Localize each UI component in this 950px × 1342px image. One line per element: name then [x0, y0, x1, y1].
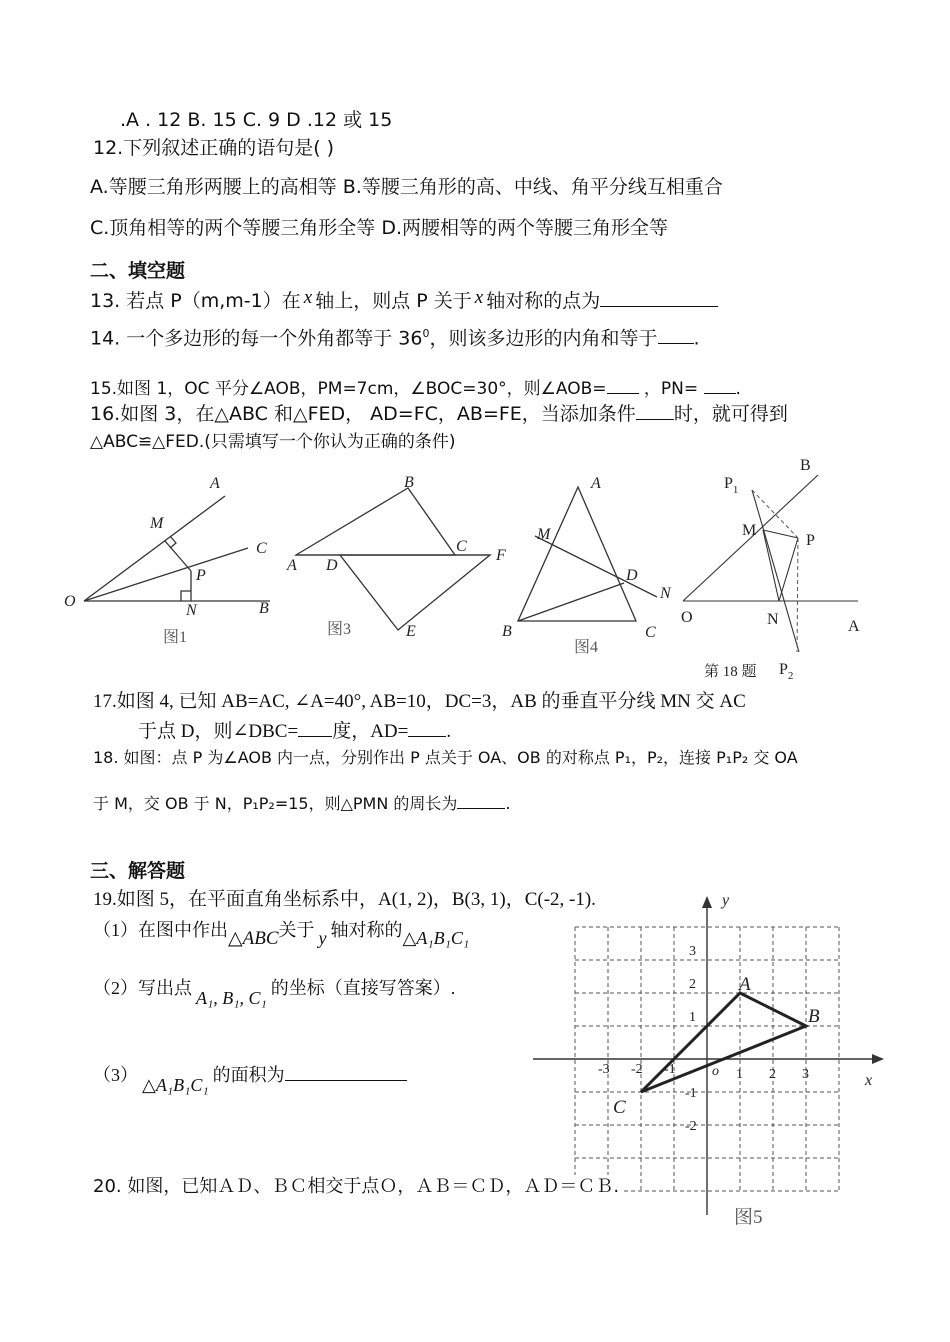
fig5-origin-label: o — [712, 1064, 719, 1079]
fig5-xtick-label: -1 — [664, 1062, 676, 1077]
fig4-label-D: D — [626, 567, 638, 584]
fig3-label-F: F — [496, 547, 506, 564]
fig5-xtick-label: 2 — [769, 1067, 776, 1082]
q12-options-row2: C.顶角相等的两个等腰三角形全等 D.两腰相等的两个等腰三角形全等 — [90, 217, 669, 239]
fig3-label-C: C — [456, 538, 467, 555]
fig18-label-O: O — [681, 609, 693, 626]
fig5-label-B: B — [808, 1006, 820, 1027]
fig1-caption: 图1 — [163, 629, 188, 646]
fig5-ytick-label: 2 — [689, 977, 696, 992]
fig5-ytick-label: -1 — [685, 1086, 697, 1101]
fig18-caption: 第 18 题 — [704, 664, 757, 680]
fig1-label-B: B — [259, 600, 269, 617]
fig3-label-D: D — [326, 557, 338, 574]
fig5-xtick-label: -2 — [631, 1062, 643, 1077]
q18-line2: 于 M，交 OB 于 N，P₁P₂=15，则△PMN 的周长为 . — [93, 790, 511, 816]
q16-line2: △ABC≌△FED.(只需填写一个你认为正确的条件) — [90, 432, 456, 452]
fig5-y-label: y — [722, 892, 730, 909]
fig5-x-arrow — [872, 1054, 884, 1064]
fig3-label-E: E — [406, 623, 416, 640]
fig18-label-P: P — [806, 532, 815, 549]
section2-title: 二、填空题 — [90, 260, 186, 282]
fig5-label-A: A — [739, 974, 751, 995]
fig1-label-N: N — [186, 602, 197, 619]
fig5-triangle-ABC — [641, 993, 806, 1092]
fig18-label-N: N — [767, 611, 779, 628]
fig18-label-M: M — [742, 522, 757, 539]
fig5-xtick-label: 1 — [736, 1067, 743, 1082]
fig1-label-A: A — [210, 475, 220, 492]
fig5-label-C: C — [613, 1097, 626, 1118]
fig3-label-B: B — [404, 474, 414, 491]
fig1-label-O: O — [64, 593, 76, 610]
q17-line1: 17.如图 4, 已知 AB=AC, ∠A=40°, AB=10，DC=3，AB 的垂直平分线 MN 交 AC — [93, 691, 746, 712]
fig5-caption: 图5 — [734, 1207, 763, 1228]
q17-line2: 于点 D，则∠DBC= 度，AD= . — [138, 718, 451, 744]
fig5-ytick-label: -2 — [685, 1119, 697, 1134]
fig4-label-N: N — [660, 585, 671, 602]
fig3-caption: 图3 — [327, 621, 352, 638]
fig5-y-arrow — [702, 896, 712, 908]
fig18-label-A: A — [848, 618, 860, 635]
q13-text: 13. 若点 P（m,m-1）在 x 轴上，则点 P 关于 x 轴对称的点为 — [90, 286, 718, 313]
q19-part1: （1）在图中作出△ABC关于 y 轴对称的△A₁B₁C₁ — [93, 920, 470, 949]
q11-options: .A . 12 B. 15 C. 9 D .12 或 15 — [120, 109, 393, 131]
fig1-label-C: C — [256, 540, 267, 557]
q20-text: 20. 如图，已知ＡＤ、ＢＣ相交于点Ｏ，ＡＢ＝ＣＤ，ＡＤ＝ＣＢ. — [93, 1175, 623, 1199]
fig1-label-P: P — [196, 567, 206, 584]
fig18-label-P1: $P_1$ — [724, 475, 739, 496]
q19-part2: （2）写出点 A₁, B₁, C₁ 的坐标（直接写答案）. — [93, 978, 456, 1008]
fig18-label-B: B — [800, 457, 811, 474]
fig4-label-C: C — [645, 624, 656, 641]
fig5-ytick-label: 3 — [689, 944, 696, 959]
fig4-caption: 图4 — [574, 639, 599, 656]
q12-options-row1: A.等腰三角形两腰上的高相等 B.等腰三角形的高、中线、角平分线互相重合 — [90, 176, 723, 198]
fig1-label-M: M — [150, 515, 164, 532]
fig5-x-label: x — [865, 1072, 873, 1089]
q18-line1: 18. 如图：点 P 为∠AOB 内一点，分别作出 P 点关于 OA、OB 的对称点 P₁，P₂，连接 P₁P₂ 交 OA — [93, 748, 798, 767]
q19-part3: （3） △A₁B₁C₁ 的面积为 — [93, 1062, 407, 1097]
fig18-label-P2: $P_2$ — [779, 661, 794, 682]
section3-title: 三、解答题 — [90, 860, 186, 882]
q12-stem: 12.下列叙述正确的语句是( ) — [93, 137, 335, 159]
fig4-label-A: A — [591, 475, 601, 492]
fig4-label-M: M — [537, 526, 551, 543]
fig5-ytick-label: 1 — [689, 1010, 696, 1025]
q16-line1: 16.如图 3，在△ABC 和△FED， AD=FC，AB=FE，当添加条件 时，就可得到 — [90, 403, 788, 425]
fig4-label-B: B — [502, 623, 512, 640]
q14-text: 14. 一个多边形的每一个外角都等于 $36^0$，则该多边形的内角和等于 . — [90, 327, 700, 350]
fig3-label-A: A — [287, 557, 297, 574]
fig5-xtick-label: 3 — [802, 1067, 809, 1082]
q15-text: 15.如图 1，OC 平分∠AOB，PM=7cm，∠BOC=30°，则∠AOB= ，PN= . — [90, 375, 741, 401]
q19-stem: 19.如图 5，在平面直角坐标系中，A(1, 2)，B(3, 1)，C(-2, -1). — [93, 889, 596, 910]
fig5-xtick-label: -3 — [598, 1062, 610, 1077]
